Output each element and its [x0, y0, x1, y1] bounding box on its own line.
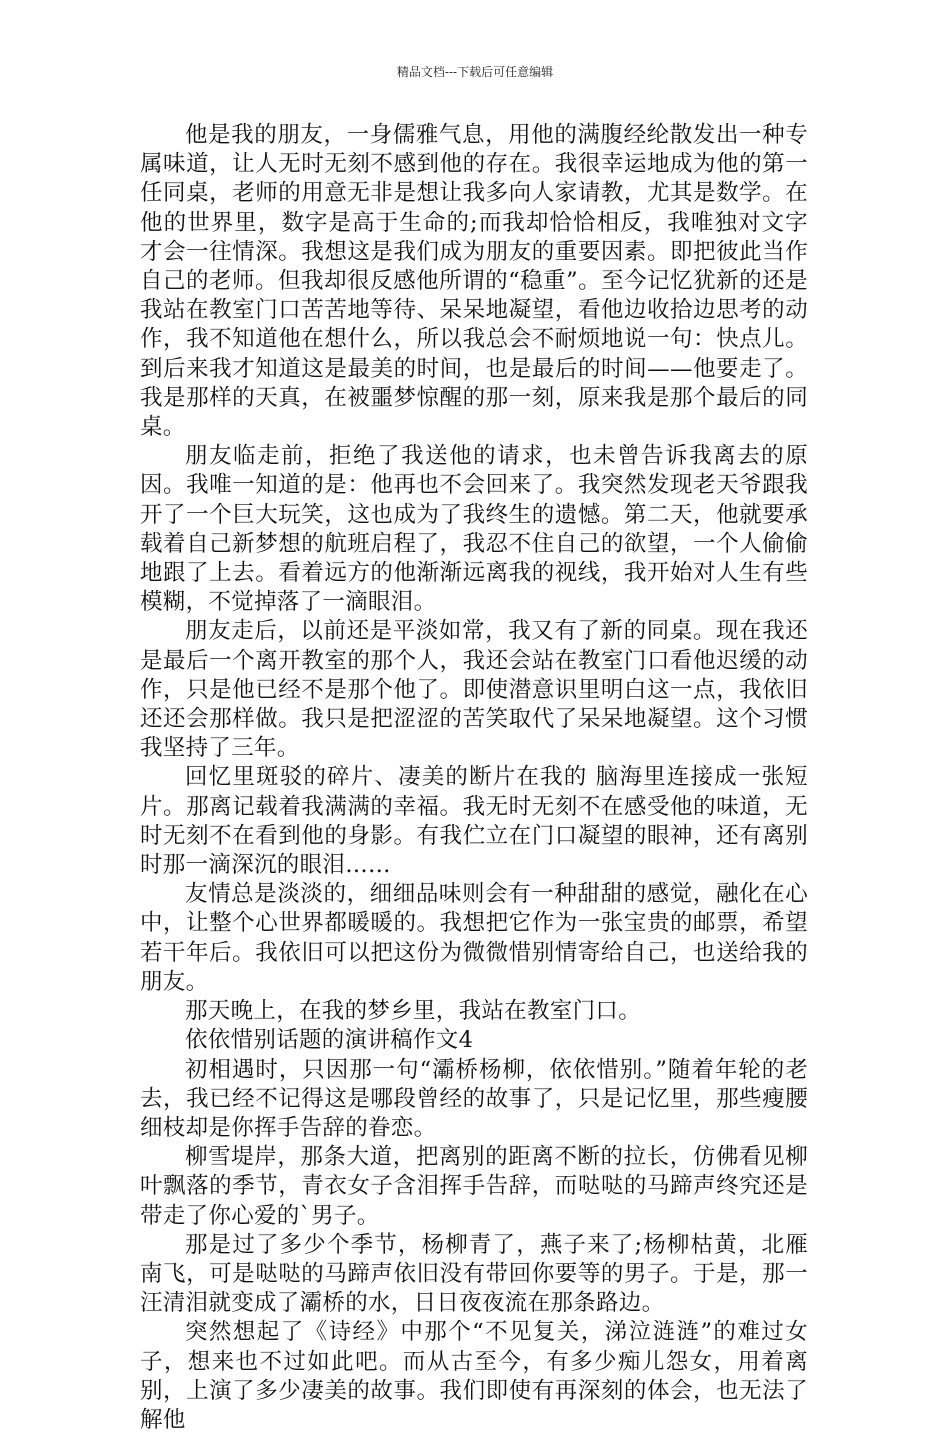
paragraph-9: 那是过了多少个季节，杨柳青了，燕子来了;杨柳枯黄，北雁南飞，可是哒哒的马蹄声依旧没有带回你要等的男子。于是，那一汪清泪就变成了灞桥的水，日日夜夜流在那条路边。 — [140, 1231, 808, 1317]
page-header: 精品文档---下载后可任意编辑 — [396, 65, 554, 79]
section-title: 依依惜别话题的演讲稿作文4 — [185, 1027, 474, 1054]
paragraph-8: 柳雪堤岸，那条大道，把离别的距离不断的拉长，仿佛看见柳叶飘落的季节，青衣女子含泪挥手告辞，而哒哒的马蹄声终究还是带走了你心爱的`男子。 — [140, 1144, 808, 1229]
paragraph-10: 突然想起了《诗经》中那个“不见复关，涕泣涟涟”的难过女子，想来也不过如此吧。而从古至今，有多少痴儿怨女，用着离别，上演了多少凄美的故事。我们即使有再深刻的体会，也无法了解他 — [140, 1319, 808, 1433]
paragraph-2: 朋友临走前，拒绝了我送他的请求，也未曾告诉我离去的原因。我唯一知道的是：他再也不会回来了。我突然发现老天爷跟我开了一个巨大玩笑，这也成为了我终生的遗憾。第二天，他就要承载着自己新梦想的航班启程了，我忍不住自己的欲望，一个人偷偷地跟了上去。看着远方的他渐渐远离我的视线，我开始对人生有些模糊，不觉掉落了一滴眼泪。 — [140, 443, 808, 616]
paragraph-5: 友情总是淡淡的，细细品味则会有一种甜甜的感觉，融化在心中，让整个心世界都暖暖的。我想把它作为一张宝贵的邮票，希望若干年后。我依旧可以把这份为微微惜别情寄给自己，也送给我的朋友。 — [140, 881, 808, 995]
paragraph-3: 朋友走后，以前还是平淡如常，我又有了新的同桌。现在我还是最后一个离开教室的那个人，我还会站在教室门口看他迟缓的动作，只是他已经不是那个他了。即使潜意识里明白这一点，我依旧还还会那样做。我只是把涩涩的苦笑取代了呆呆地凝望。这个习惯我坚持了三年。 — [140, 618, 808, 762]
document-body — [140, 121, 808, 1435]
paragraph-7: 初相遇时，只因那一句“灞桥杨柳，依依惜别。”随着年轮的老去，我已经不记得这是哪段曾经的故事了，只是记忆里，那些瘦腰细枝却是你挥手告辞的眷恋。 — [140, 1056, 808, 1141]
paragraph-6: 那天晚上，在我的梦乡里，我站在教室门口。 — [185, 998, 642, 1025]
paragraph-1: 他是我的朋友，一身儒雅气息，用他的满腹经纶散发出一种专属味道，让人无时无刻不感到他的存在。我很幸运地成为他的第一任同桌，老师的用意无非是想让我多向人家请教，尤其是数学。在他的世界里，数字是高于生命的;而我却恰恰相反，我唯独对文字才会一往情深。我想这是我们成为朋友的重要因素。即把彼此当作自己的老师。但我却很反感他所谓的“稳重”。至今记忆犹新的还是我站在教室门口苦苦地等待、呆呆地凝望，看他边收拾边思考的动作，我不知道他在想什么，所以我总会不耐烦地说一句：快点儿。到后来我才知道这是最美的时间，也是最后的时间——他要走了。我是那样的天真，在被噩梦惊醒的那一刻，原来我是那个最后的同桌。 — [140, 122, 808, 441]
paragraph-4: 回忆里斑驳的碎片、凄美的断片在我的 脑海里连接成一张短片。那离记载着我满满的幸福。我无时无刻不在感受他的味道，无时无刻不在看到他的身影。有我伫立在门口凝望的眼神，还有离别时那一滴深沉的眼泪…… — [140, 764, 808, 879]
